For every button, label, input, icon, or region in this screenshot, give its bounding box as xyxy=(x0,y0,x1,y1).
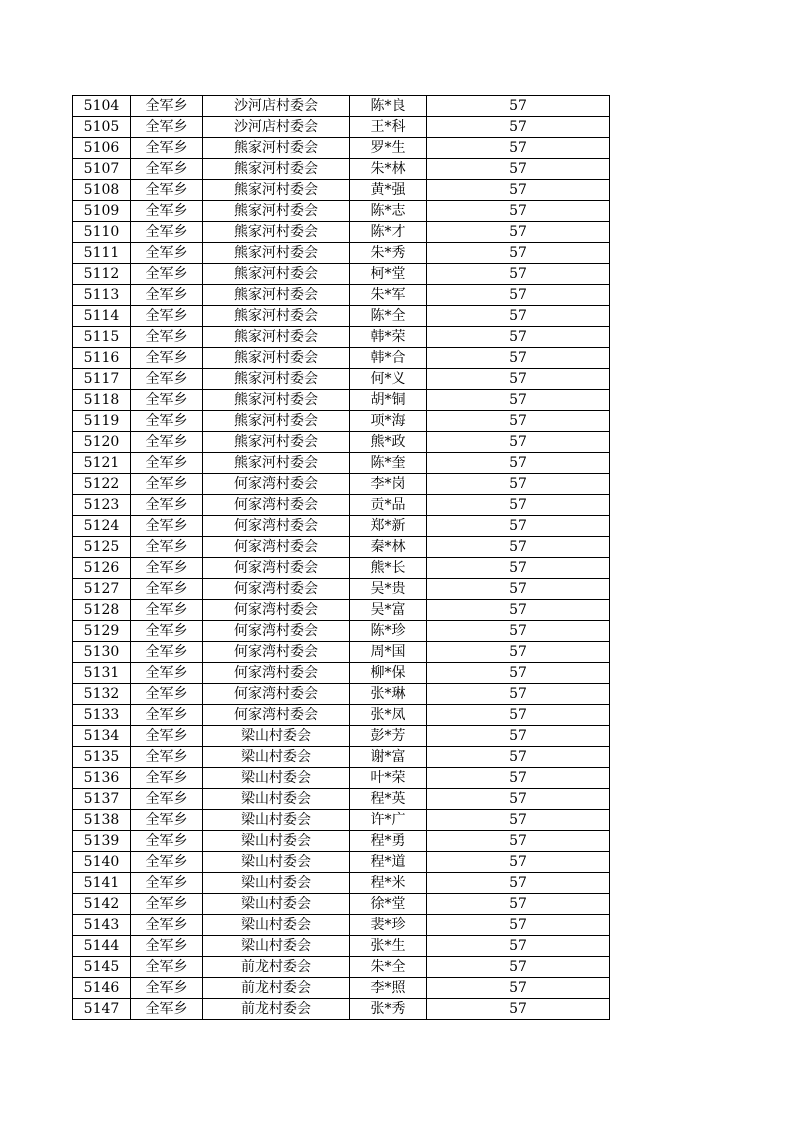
cell-township: 全军乡 xyxy=(131,621,203,642)
cell-serial-number: 5143 xyxy=(73,915,131,936)
cell-serial-number: 5124 xyxy=(73,516,131,537)
cell-person-name: 罗*生 xyxy=(350,138,427,159)
table-row xyxy=(73,495,610,516)
cell-village-committee: 熊家河村委会 xyxy=(203,285,350,306)
table-row xyxy=(73,810,610,831)
cell-person-name: 许*广 xyxy=(350,810,427,831)
cell-amount: 57 xyxy=(427,306,610,327)
cell-amount: 57 xyxy=(427,747,610,768)
cell-township: 全军乡 xyxy=(131,96,203,117)
cell-amount: 57 xyxy=(427,369,610,390)
cell-township: 全军乡 xyxy=(131,264,203,285)
cell-person-name: 朱*林 xyxy=(350,159,427,180)
cell-person-name: 程*道 xyxy=(350,852,427,873)
cell-village-committee: 梁山村委会 xyxy=(203,810,350,831)
cell-township: 全军乡 xyxy=(131,222,203,243)
cell-serial-number: 5111 xyxy=(73,243,131,264)
cell-serial-number: 5136 xyxy=(73,768,131,789)
cell-serial-number: 5128 xyxy=(73,600,131,621)
cell-person-name: 柳*保 xyxy=(350,663,427,684)
cell-serial-number: 5125 xyxy=(73,537,131,558)
cell-township: 全军乡 xyxy=(131,978,203,999)
cell-amount: 57 xyxy=(427,705,610,726)
cell-serial-number: 5131 xyxy=(73,663,131,684)
cell-amount: 57 xyxy=(427,159,610,180)
cell-person-name: 陈*良 xyxy=(350,96,427,117)
cell-amount: 57 xyxy=(427,999,610,1020)
cell-person-name: 何*义 xyxy=(350,369,427,390)
cell-serial-number: 5114 xyxy=(73,306,131,327)
table-row xyxy=(73,390,610,411)
table-row xyxy=(73,726,610,747)
table-row xyxy=(73,474,610,495)
cell-person-name: 张*秀 xyxy=(350,999,427,1020)
cell-serial-number: 5133 xyxy=(73,705,131,726)
cell-serial-number: 5105 xyxy=(73,117,131,138)
cell-person-name: 程*英 xyxy=(350,789,427,810)
table-row xyxy=(73,642,610,663)
cell-person-name: 贡*品 xyxy=(350,495,427,516)
cell-amount: 57 xyxy=(427,600,610,621)
cell-township: 全军乡 xyxy=(131,201,203,222)
cell-village-committee: 熊家河村委会 xyxy=(203,369,350,390)
cell-village-committee: 熊家河村委会 xyxy=(203,390,350,411)
cell-township: 全军乡 xyxy=(131,936,203,957)
cell-township: 全军乡 xyxy=(131,516,203,537)
cell-serial-number: 5137 xyxy=(73,789,131,810)
cell-township: 全军乡 xyxy=(131,348,203,369)
cell-person-name: 程*勇 xyxy=(350,831,427,852)
cell-township: 全军乡 xyxy=(131,474,203,495)
cell-township: 全军乡 xyxy=(131,705,203,726)
cell-township: 全军乡 xyxy=(131,957,203,978)
table-row xyxy=(73,789,610,810)
cell-amount: 57 xyxy=(427,516,610,537)
table-row xyxy=(73,201,610,222)
cell-amount: 57 xyxy=(427,789,610,810)
cell-township: 全军乡 xyxy=(131,117,203,138)
table-row xyxy=(73,516,610,537)
cell-village-committee: 梁山村委会 xyxy=(203,726,350,747)
cell-serial-number: 5112 xyxy=(73,264,131,285)
cell-person-name: 吴*贵 xyxy=(350,579,427,600)
cell-village-committee: 梁山村委会 xyxy=(203,873,350,894)
cell-person-name: 陈*全 xyxy=(350,306,427,327)
cell-serial-number: 5104 xyxy=(73,96,131,117)
cell-township: 全军乡 xyxy=(131,579,203,600)
cell-village-committee: 何家湾村委会 xyxy=(203,537,350,558)
cell-amount: 57 xyxy=(427,957,610,978)
cell-village-committee: 熊家河村委会 xyxy=(203,306,350,327)
cell-township: 全军乡 xyxy=(131,285,203,306)
cell-person-name: 陈*珍 xyxy=(350,621,427,642)
cell-village-committee: 前龙村委会 xyxy=(203,999,350,1020)
cell-village-committee: 前龙村委会 xyxy=(203,957,350,978)
records-table xyxy=(72,95,610,1020)
cell-township: 全军乡 xyxy=(131,831,203,852)
cell-serial-number: 5108 xyxy=(73,180,131,201)
cell-township: 全军乡 xyxy=(131,642,203,663)
cell-village-committee: 沙河店村委会 xyxy=(203,96,350,117)
cell-amount: 57 xyxy=(427,180,610,201)
table-row xyxy=(73,558,610,579)
cell-township: 全军乡 xyxy=(131,306,203,327)
cell-village-committee: 何家湾村委会 xyxy=(203,600,350,621)
cell-amount: 57 xyxy=(427,453,610,474)
cell-person-name: 谢*富 xyxy=(350,747,427,768)
cell-village-committee: 熊家河村委会 xyxy=(203,159,350,180)
cell-serial-number: 5109 xyxy=(73,201,131,222)
cell-village-committee: 熊家河村委会 xyxy=(203,348,350,369)
cell-village-committee: 梁山村委会 xyxy=(203,831,350,852)
cell-amount: 57 xyxy=(427,726,610,747)
cell-township: 全军乡 xyxy=(131,558,203,579)
cell-person-name: 胡*铜 xyxy=(350,390,427,411)
cell-amount: 57 xyxy=(427,684,610,705)
cell-village-committee: 熊家河村委会 xyxy=(203,432,350,453)
cell-person-name: 周*国 xyxy=(350,642,427,663)
cell-village-committee: 何家湾村委会 xyxy=(203,579,350,600)
table-row xyxy=(73,369,610,390)
table-row xyxy=(73,411,610,432)
table-row xyxy=(73,600,610,621)
cell-village-committee: 熊家河村委会 xyxy=(203,222,350,243)
cell-township: 全军乡 xyxy=(131,327,203,348)
cell-village-committee: 何家湾村委会 xyxy=(203,516,350,537)
cell-amount: 57 xyxy=(427,201,610,222)
cell-person-name: 徐*堂 xyxy=(350,894,427,915)
cell-township: 全军乡 xyxy=(131,663,203,684)
cell-serial-number: 5113 xyxy=(73,285,131,306)
cell-amount: 57 xyxy=(427,936,610,957)
cell-township: 全军乡 xyxy=(131,852,203,873)
cell-person-name: 柯*堂 xyxy=(350,264,427,285)
cell-village-committee: 熊家河村委会 xyxy=(203,411,350,432)
cell-village-committee: 何家湾村委会 xyxy=(203,495,350,516)
table-row xyxy=(73,768,610,789)
table-row xyxy=(73,96,610,117)
cell-amount: 57 xyxy=(427,495,610,516)
table-row xyxy=(73,348,610,369)
cell-serial-number: 5126 xyxy=(73,558,131,579)
cell-township: 全军乡 xyxy=(131,873,203,894)
cell-amount: 57 xyxy=(427,768,610,789)
cell-amount: 57 xyxy=(427,411,610,432)
cell-township: 全军乡 xyxy=(131,999,203,1020)
cell-person-name: 韩*荣 xyxy=(350,327,427,348)
cell-amount: 57 xyxy=(427,642,610,663)
cell-person-name: 彭*芳 xyxy=(350,726,427,747)
cell-township: 全军乡 xyxy=(131,180,203,201)
cell-serial-number: 5147 xyxy=(73,999,131,1020)
cell-village-committee: 梁山村委会 xyxy=(203,894,350,915)
cell-township: 全军乡 xyxy=(131,789,203,810)
cell-person-name: 王*科 xyxy=(350,117,427,138)
table-row xyxy=(73,579,610,600)
cell-person-name: 韩*合 xyxy=(350,348,427,369)
table-row xyxy=(73,327,610,348)
cell-person-name: 朱*军 xyxy=(350,285,427,306)
cell-person-name: 程*米 xyxy=(350,873,427,894)
cell-person-name: 李*岗 xyxy=(350,474,427,495)
cell-village-committee: 熊家河村委会 xyxy=(203,453,350,474)
cell-amount: 57 xyxy=(427,138,610,159)
cell-serial-number: 5110 xyxy=(73,222,131,243)
cell-village-committee: 何家湾村委会 xyxy=(203,642,350,663)
table-row xyxy=(73,957,610,978)
table-row xyxy=(73,243,610,264)
cell-serial-number: 5123 xyxy=(73,495,131,516)
cell-serial-number: 5121 xyxy=(73,453,131,474)
table-row xyxy=(73,180,610,201)
cell-serial-number: 5135 xyxy=(73,747,131,768)
table-row xyxy=(73,873,610,894)
cell-amount: 57 xyxy=(427,852,610,873)
table-row xyxy=(73,705,610,726)
cell-serial-number: 5107 xyxy=(73,159,131,180)
cell-amount: 57 xyxy=(427,222,610,243)
cell-amount: 57 xyxy=(427,96,610,117)
table-row xyxy=(73,453,610,474)
cell-person-name: 陈*才 xyxy=(350,222,427,243)
cell-amount: 57 xyxy=(427,579,610,600)
cell-person-name: 张*生 xyxy=(350,936,427,957)
cell-serial-number: 5146 xyxy=(73,978,131,999)
cell-person-name: 裴*珍 xyxy=(350,915,427,936)
cell-serial-number: 5117 xyxy=(73,369,131,390)
cell-amount: 57 xyxy=(427,873,610,894)
cell-serial-number: 5138 xyxy=(73,810,131,831)
cell-amount: 57 xyxy=(427,831,610,852)
cell-person-name: 朱*秀 xyxy=(350,243,427,264)
cell-person-name: 张*凤 xyxy=(350,705,427,726)
cell-serial-number: 5129 xyxy=(73,621,131,642)
cell-township: 全军乡 xyxy=(131,810,203,831)
cell-amount: 57 xyxy=(427,663,610,684)
cell-serial-number: 5120 xyxy=(73,432,131,453)
table-row xyxy=(73,621,610,642)
table-row xyxy=(73,684,610,705)
cell-village-committee: 何家湾村委会 xyxy=(203,558,350,579)
cell-person-name: 秦*林 xyxy=(350,537,427,558)
cell-serial-number: 5130 xyxy=(73,642,131,663)
cell-person-name: 叶*荣 xyxy=(350,768,427,789)
cell-village-committee: 何家湾村委会 xyxy=(203,663,350,684)
cell-village-committee: 熊家河村委会 xyxy=(203,243,350,264)
cell-amount: 57 xyxy=(427,348,610,369)
table-row xyxy=(73,264,610,285)
records-table-body xyxy=(73,96,610,1020)
cell-amount: 57 xyxy=(427,621,610,642)
cell-township: 全军乡 xyxy=(131,495,203,516)
cell-township: 全军乡 xyxy=(131,411,203,432)
cell-village-committee: 熊家河村委会 xyxy=(203,201,350,222)
cell-village-committee: 何家湾村委会 xyxy=(203,705,350,726)
table-row xyxy=(73,537,610,558)
cell-township: 全军乡 xyxy=(131,915,203,936)
cell-amount: 57 xyxy=(427,915,610,936)
cell-township: 全军乡 xyxy=(131,159,203,180)
cell-person-name: 李*照 xyxy=(350,978,427,999)
cell-amount: 57 xyxy=(427,390,610,411)
table-row xyxy=(73,894,610,915)
cell-village-committee: 何家湾村委会 xyxy=(203,621,350,642)
cell-township: 全军乡 xyxy=(131,684,203,705)
cell-serial-number: 5139 xyxy=(73,831,131,852)
cell-serial-number: 5142 xyxy=(73,894,131,915)
table-row xyxy=(73,936,610,957)
cell-person-name: 陈*奎 xyxy=(350,453,427,474)
cell-serial-number: 5115 xyxy=(73,327,131,348)
cell-township: 全军乡 xyxy=(131,894,203,915)
cell-township: 全军乡 xyxy=(131,369,203,390)
cell-village-committee: 梁山村委会 xyxy=(203,747,350,768)
cell-person-name: 项*海 xyxy=(350,411,427,432)
cell-village-committee: 梁山村委会 xyxy=(203,936,350,957)
cell-amount: 57 xyxy=(427,558,610,579)
cell-village-committee: 前龙村委会 xyxy=(203,978,350,999)
table-row xyxy=(73,999,610,1020)
cell-serial-number: 5119 xyxy=(73,411,131,432)
cell-village-committee: 何家湾村委会 xyxy=(203,684,350,705)
table-row xyxy=(73,306,610,327)
cell-serial-number: 5140 xyxy=(73,852,131,873)
cell-amount: 57 xyxy=(427,117,610,138)
cell-village-committee: 梁山村委会 xyxy=(203,768,350,789)
cell-amount: 57 xyxy=(427,264,610,285)
cell-serial-number: 5106 xyxy=(73,138,131,159)
cell-serial-number: 5141 xyxy=(73,873,131,894)
cell-village-committee: 熊家河村委会 xyxy=(203,327,350,348)
table-row xyxy=(73,915,610,936)
cell-township: 全军乡 xyxy=(131,138,203,159)
cell-serial-number: 5132 xyxy=(73,684,131,705)
cell-amount: 57 xyxy=(427,537,610,558)
cell-person-name: 陈*志 xyxy=(350,201,427,222)
cell-township: 全军乡 xyxy=(131,390,203,411)
cell-village-committee: 熊家河村委会 xyxy=(203,264,350,285)
cell-serial-number: 5116 xyxy=(73,348,131,369)
cell-person-name: 郑*新 xyxy=(350,516,427,537)
cell-amount: 57 xyxy=(427,432,610,453)
cell-serial-number: 5122 xyxy=(73,474,131,495)
table-row xyxy=(73,138,610,159)
cell-serial-number: 5127 xyxy=(73,579,131,600)
table-row xyxy=(73,978,610,999)
cell-serial-number: 5145 xyxy=(73,957,131,978)
table-row xyxy=(73,831,610,852)
cell-person-name: 张*琳 xyxy=(350,684,427,705)
cell-township: 全军乡 xyxy=(131,537,203,558)
cell-amount: 57 xyxy=(427,894,610,915)
table-row xyxy=(73,285,610,306)
cell-village-committee: 熊家河村委会 xyxy=(203,138,350,159)
cell-person-name: 朱*全 xyxy=(350,957,427,978)
cell-person-name: 熊*长 xyxy=(350,558,427,579)
cell-village-committee: 沙河店村委会 xyxy=(203,117,350,138)
cell-township: 全军乡 xyxy=(131,600,203,621)
cell-township: 全军乡 xyxy=(131,768,203,789)
cell-township: 全军乡 xyxy=(131,747,203,768)
cell-village-committee: 梁山村委会 xyxy=(203,789,350,810)
cell-village-committee: 何家湾村委会 xyxy=(203,474,350,495)
cell-serial-number: 5144 xyxy=(73,936,131,957)
table-row xyxy=(73,852,610,873)
cell-serial-number: 5134 xyxy=(73,726,131,747)
cell-township: 全军乡 xyxy=(131,432,203,453)
table-row xyxy=(73,663,610,684)
cell-amount: 57 xyxy=(427,978,610,999)
cell-person-name: 黄*强 xyxy=(350,180,427,201)
table-row xyxy=(73,222,610,243)
cell-person-name: 吴*富 xyxy=(350,600,427,621)
cell-serial-number: 5118 xyxy=(73,390,131,411)
cell-village-committee: 梁山村委会 xyxy=(203,915,350,936)
cell-amount: 57 xyxy=(427,810,610,831)
cell-amount: 57 xyxy=(427,285,610,306)
cell-village-committee: 熊家河村委会 xyxy=(203,180,350,201)
cell-person-name: 熊*政 xyxy=(350,432,427,453)
table-row xyxy=(73,747,610,768)
cell-township: 全军乡 xyxy=(131,726,203,747)
cell-township: 全军乡 xyxy=(131,453,203,474)
table-row xyxy=(73,159,610,180)
cell-amount: 57 xyxy=(427,327,610,348)
cell-township: 全军乡 xyxy=(131,243,203,264)
cell-amount: 57 xyxy=(427,243,610,264)
table-row xyxy=(73,117,610,138)
cell-village-committee: 梁山村委会 xyxy=(203,852,350,873)
cell-amount: 57 xyxy=(427,474,610,495)
table-row xyxy=(73,432,610,453)
